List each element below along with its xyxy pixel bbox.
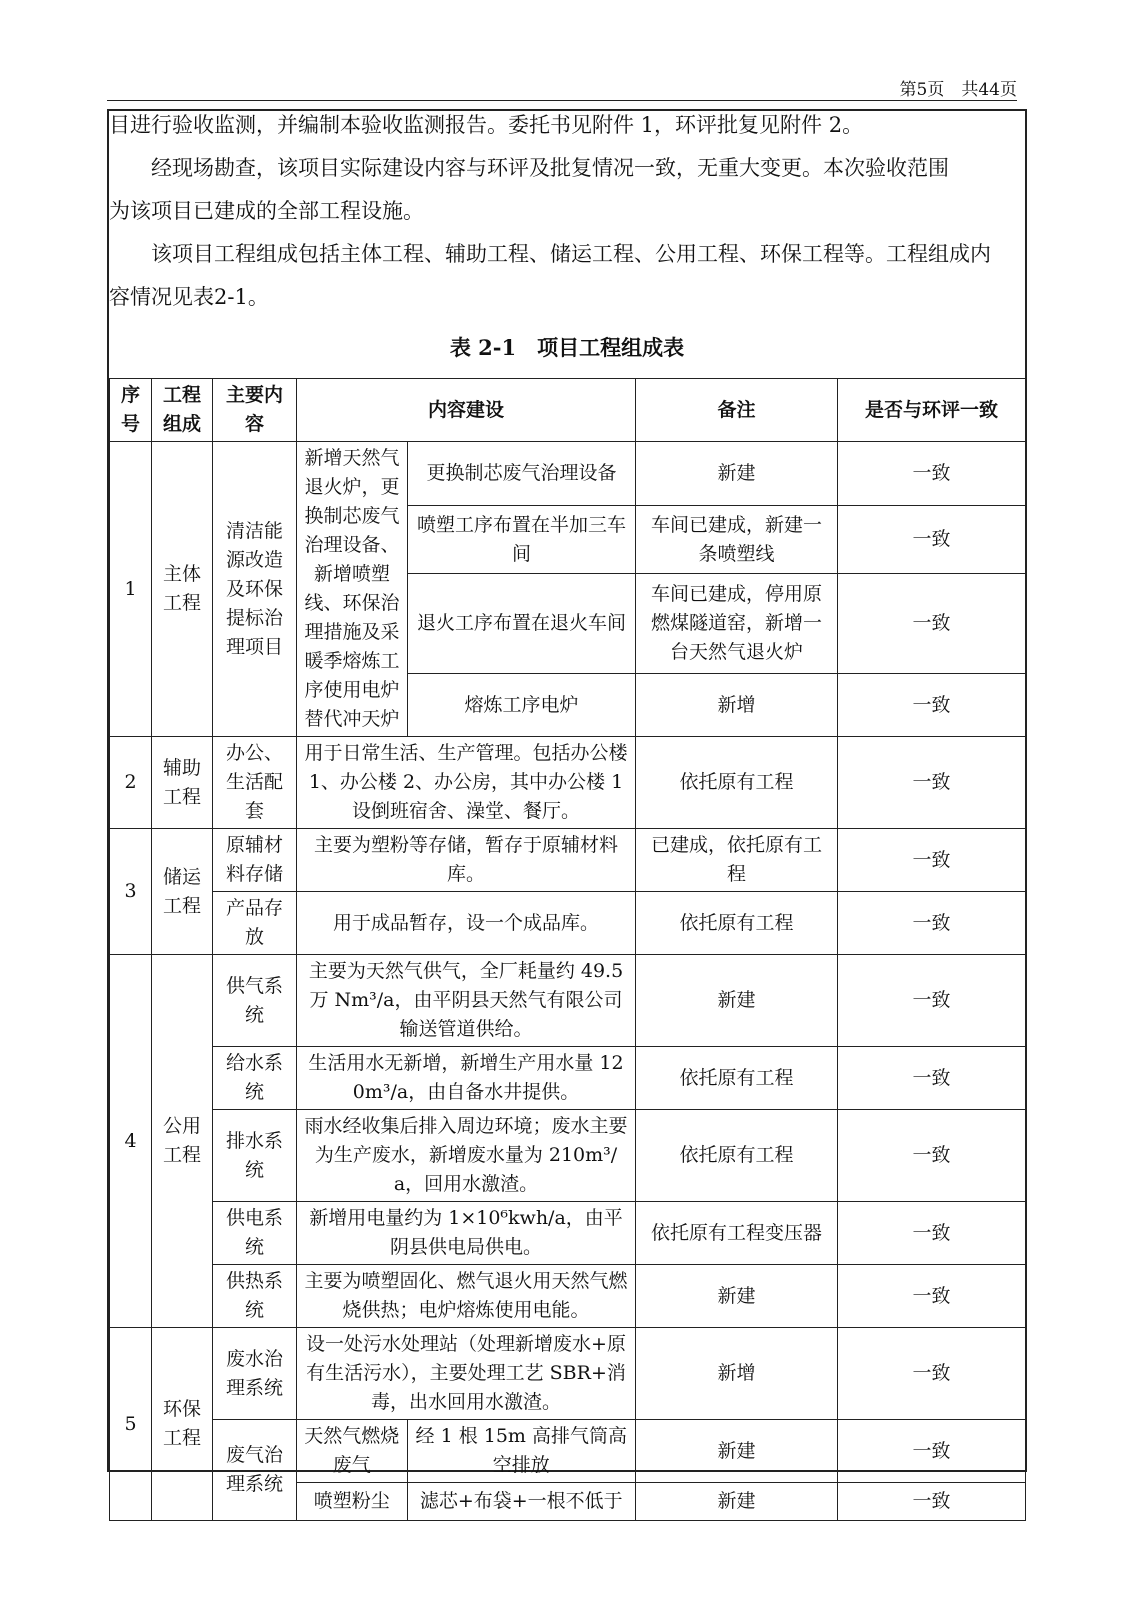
row5-exhaust-item2 — [297, 1483, 636, 1521]
row3-no: 3 — [110, 829, 152, 955]
paragraph-line-4: 该项目工程组成包括主体工程、辅助工程、储运工程、公用工程、环保工程等。工程组成内 — [109, 242, 991, 266]
row2-main-content: 办公、生活配套 — [213, 737, 297, 829]
row1-item4-remark: 新增 — [636, 674, 838, 737]
row1-item4-consistent: 一致 — [838, 674, 1026, 737]
row4-item5-content: 主要为喷塑固化、燃气退火用天然气燃烧供热；电炉熔炼使用电能。 — [297, 1265, 636, 1328]
table-row — [110, 1202, 1026, 1265]
row4-item4-main: 供电系统 — [213, 1202, 297, 1265]
table-row — [110, 892, 1026, 955]
row3-item2-content: 用于成品暂存，设一个成品库。 — [297, 892, 636, 955]
row3-item1-remark: 已建成，依托原有工程 — [636, 829, 838, 892]
row4-item4-consistent: 一致 — [838, 1202, 1026, 1265]
row5-exhaust1-remark: 新建 — [636, 1420, 838, 1483]
row2-consistent: 一致 — [838, 737, 1026, 829]
table-row — [110, 737, 1026, 829]
page-header — [107, 80, 1017, 101]
row2-remark: 依托原有工程 — [636, 737, 838, 829]
row4-item4-content: 新增用电量约为 1×10⁶kwh/a，由平阴县供电局供电。 — [297, 1202, 636, 1265]
table-row — [110, 955, 1026, 1047]
table-row — [110, 1420, 1026, 1483]
row4-group: 公用工程 — [152, 955, 213, 1328]
row5-wastewater-remark: 新增 — [636, 1328, 838, 1420]
project-composition-table — [109, 378, 1026, 1521]
row4-item2-consistent: 一致 — [838, 1047, 1026, 1110]
row4-item1-main: 供气系统 — [213, 955, 297, 1047]
row4-item5-consistent: 一致 — [838, 1265, 1026, 1328]
header-main-content: 主要内容 — [213, 379, 297, 442]
row4-item1-content: 主要为天然气供气，全厂耗量约 49.5 万 Nm³/a，由平阴县天然气有限公司输送管道供给。 — [297, 955, 636, 1047]
row4-item3-remark: 依托原有工程 — [636, 1110, 838, 1202]
row5-wastewater-consistent: 一致 — [838, 1328, 1026, 1420]
row4-item3-main: 排水系统 — [213, 1110, 297, 1202]
row3-group: 储运工程 — [152, 829, 213, 955]
table-row — [110, 829, 1026, 892]
table-row — [110, 1110, 1026, 1202]
row4-item1-consistent: 一致 — [838, 955, 1026, 1047]
row5-exhaust1-source: 天然气燃烧废气 — [297, 1420, 407, 1482]
row4-item2-main: 给水系统 — [213, 1047, 297, 1110]
row4-item4-remark: 依托原有工程变压器 — [636, 1202, 838, 1265]
row1-item4-content: 熔炼工序电炉 — [408, 674, 636, 737]
row4-item3-content: 雨水经收集后排入周边环境；废水主要为生产废水，新增废水量为 210m³/a，回用水激渣。 — [297, 1110, 636, 1202]
header-remark: 备注 — [636, 379, 838, 442]
row4-item2-content: 生活用水无新增，新增生产用水量 120m³/a，由自备水井提供。 — [297, 1047, 636, 1110]
row1-item1-content: 更换制芯废气治理设备 — [408, 442, 636, 506]
row1-item1-remark: 新建 — [636, 442, 838, 506]
table-row — [110, 1047, 1026, 1110]
table-caption: 表 2-1 项目工程组成表 — [449, 335, 685, 360]
row5-group: 环保工程 — [152, 1328, 213, 1521]
row4-no: 4 — [110, 955, 152, 1328]
row1-item2-remark: 车间已建成，新建一条喷塑线 — [636, 505, 838, 573]
paragraph-line-2: 经现场勘查，该项目实际建设内容与环评及批复情况一致，无重大变更。本次验收范围 — [109, 156, 949, 180]
row1-item3-content: 退火工序布置在退火车间 — [408, 574, 636, 674]
row1-summary: 新增天然气退火炉，更换制芯废气治理设备、新增喷塑线、环保治理措施及采暖季熔炼工序使用电炉替代冲天炉 — [297, 442, 408, 737]
header-construction: 内容建设 — [297, 379, 636, 442]
table-row — [110, 1265, 1026, 1328]
row3-item1-consistent: 一致 — [838, 829, 1026, 892]
row5-wastewater-main: 废水治理系统 — [213, 1328, 297, 1420]
header-consistent: 是否与环评一致 — [838, 379, 1026, 442]
paragraph-line-1: 目进行验收监测，并编制本验收监测报告。委托书见附件 1，环评批复见附件 2。 — [109, 113, 864, 137]
table-row — [110, 442, 1026, 506]
row5-exhaust1-consistent: 一致 — [838, 1420, 1026, 1483]
table-row — [110, 1328, 1026, 1420]
row1-item3-consistent: 一致 — [838, 574, 1026, 674]
row3-item1-main: 原辅材料存储 — [213, 829, 297, 892]
row4-item5-main: 供热系统 — [213, 1265, 297, 1328]
row1-item2-consistent: 一致 — [838, 505, 1026, 573]
row5-exhaust2-remark: 新建 — [636, 1483, 838, 1521]
header-no: 序号 — [110, 379, 152, 442]
row1-no: 1 — [110, 442, 152, 737]
row3-item2-main: 产品存放 — [213, 892, 297, 955]
row5-no: 5 — [110, 1328, 152, 1521]
row2-content: 用于日常生活、生产管理。包括办公楼 1、办公楼 2、办公房，其中办公楼 1 设倒班宿舍、澡堂、餐厅。 — [297, 737, 636, 829]
row1-item2-content: 喷塑工序布置在半加三车间 — [408, 505, 636, 573]
row4-item1-remark: 新建 — [636, 955, 838, 1047]
paragraph-line-5: 容情况见表2-1。 — [109, 285, 269, 309]
exhaust-subtable-1 — [297, 1420, 635, 1482]
row5-exhaust-item1 — [297, 1420, 636, 1483]
row1-main-content: 清洁能源改造及环保提标治理项目 — [213, 442, 297, 737]
row4-item3-consistent: 一致 — [838, 1110, 1026, 1202]
table-header-row — [110, 379, 1026, 442]
row1-item3-remark: 车间已建成，停用原燃煤隧道窑，新增一台天然气退火炉 — [636, 574, 838, 674]
row5-exhaust1-measure: 经 1 根 15m 高排气筒高空排放 — [415, 1425, 627, 1476]
row5-exhaust-main: 废气治理系统 — [213, 1420, 297, 1521]
exhaust-subtable-2 — [297, 1483, 635, 1520]
row1-item1-consistent: 一致 — [838, 442, 1026, 506]
row3-item1-content: 主要为塑粉等存储，暂存于原辅材料库。 — [297, 829, 636, 892]
row1-group: 主体工程 — [152, 442, 213, 737]
row4-item5-remark: 新建 — [636, 1265, 838, 1328]
row3-item2-remark: 依托原有工程 — [636, 892, 838, 955]
page-number: 第5页 共44页 — [899, 80, 1017, 100]
paragraph-line-3: 为该项目已建成的全部工程设施。 — [109, 199, 424, 223]
row5-exhaust2-measure: 滤芯+布袋+一根不低于 — [419, 1490, 623, 1512]
row5-exhaust2-source: 喷塑粉尘 — [297, 1483, 407, 1520]
row4-item2-remark: 依托原有工程 — [636, 1047, 838, 1110]
row5-wastewater-content: 设一处污水处理站（处理新增废水+原有生活污水），主要处理工艺 SBR+消毒，出水回用水激渣。 — [297, 1328, 636, 1420]
row2-no: 2 — [110, 737, 152, 829]
header-group: 工程组成 — [152, 379, 213, 442]
row2-group: 辅助工程 — [152, 737, 213, 829]
row5-exhaust2-consistent: 一致 — [838, 1483, 1026, 1521]
row3-item2-consistent: 一致 — [838, 892, 1026, 955]
